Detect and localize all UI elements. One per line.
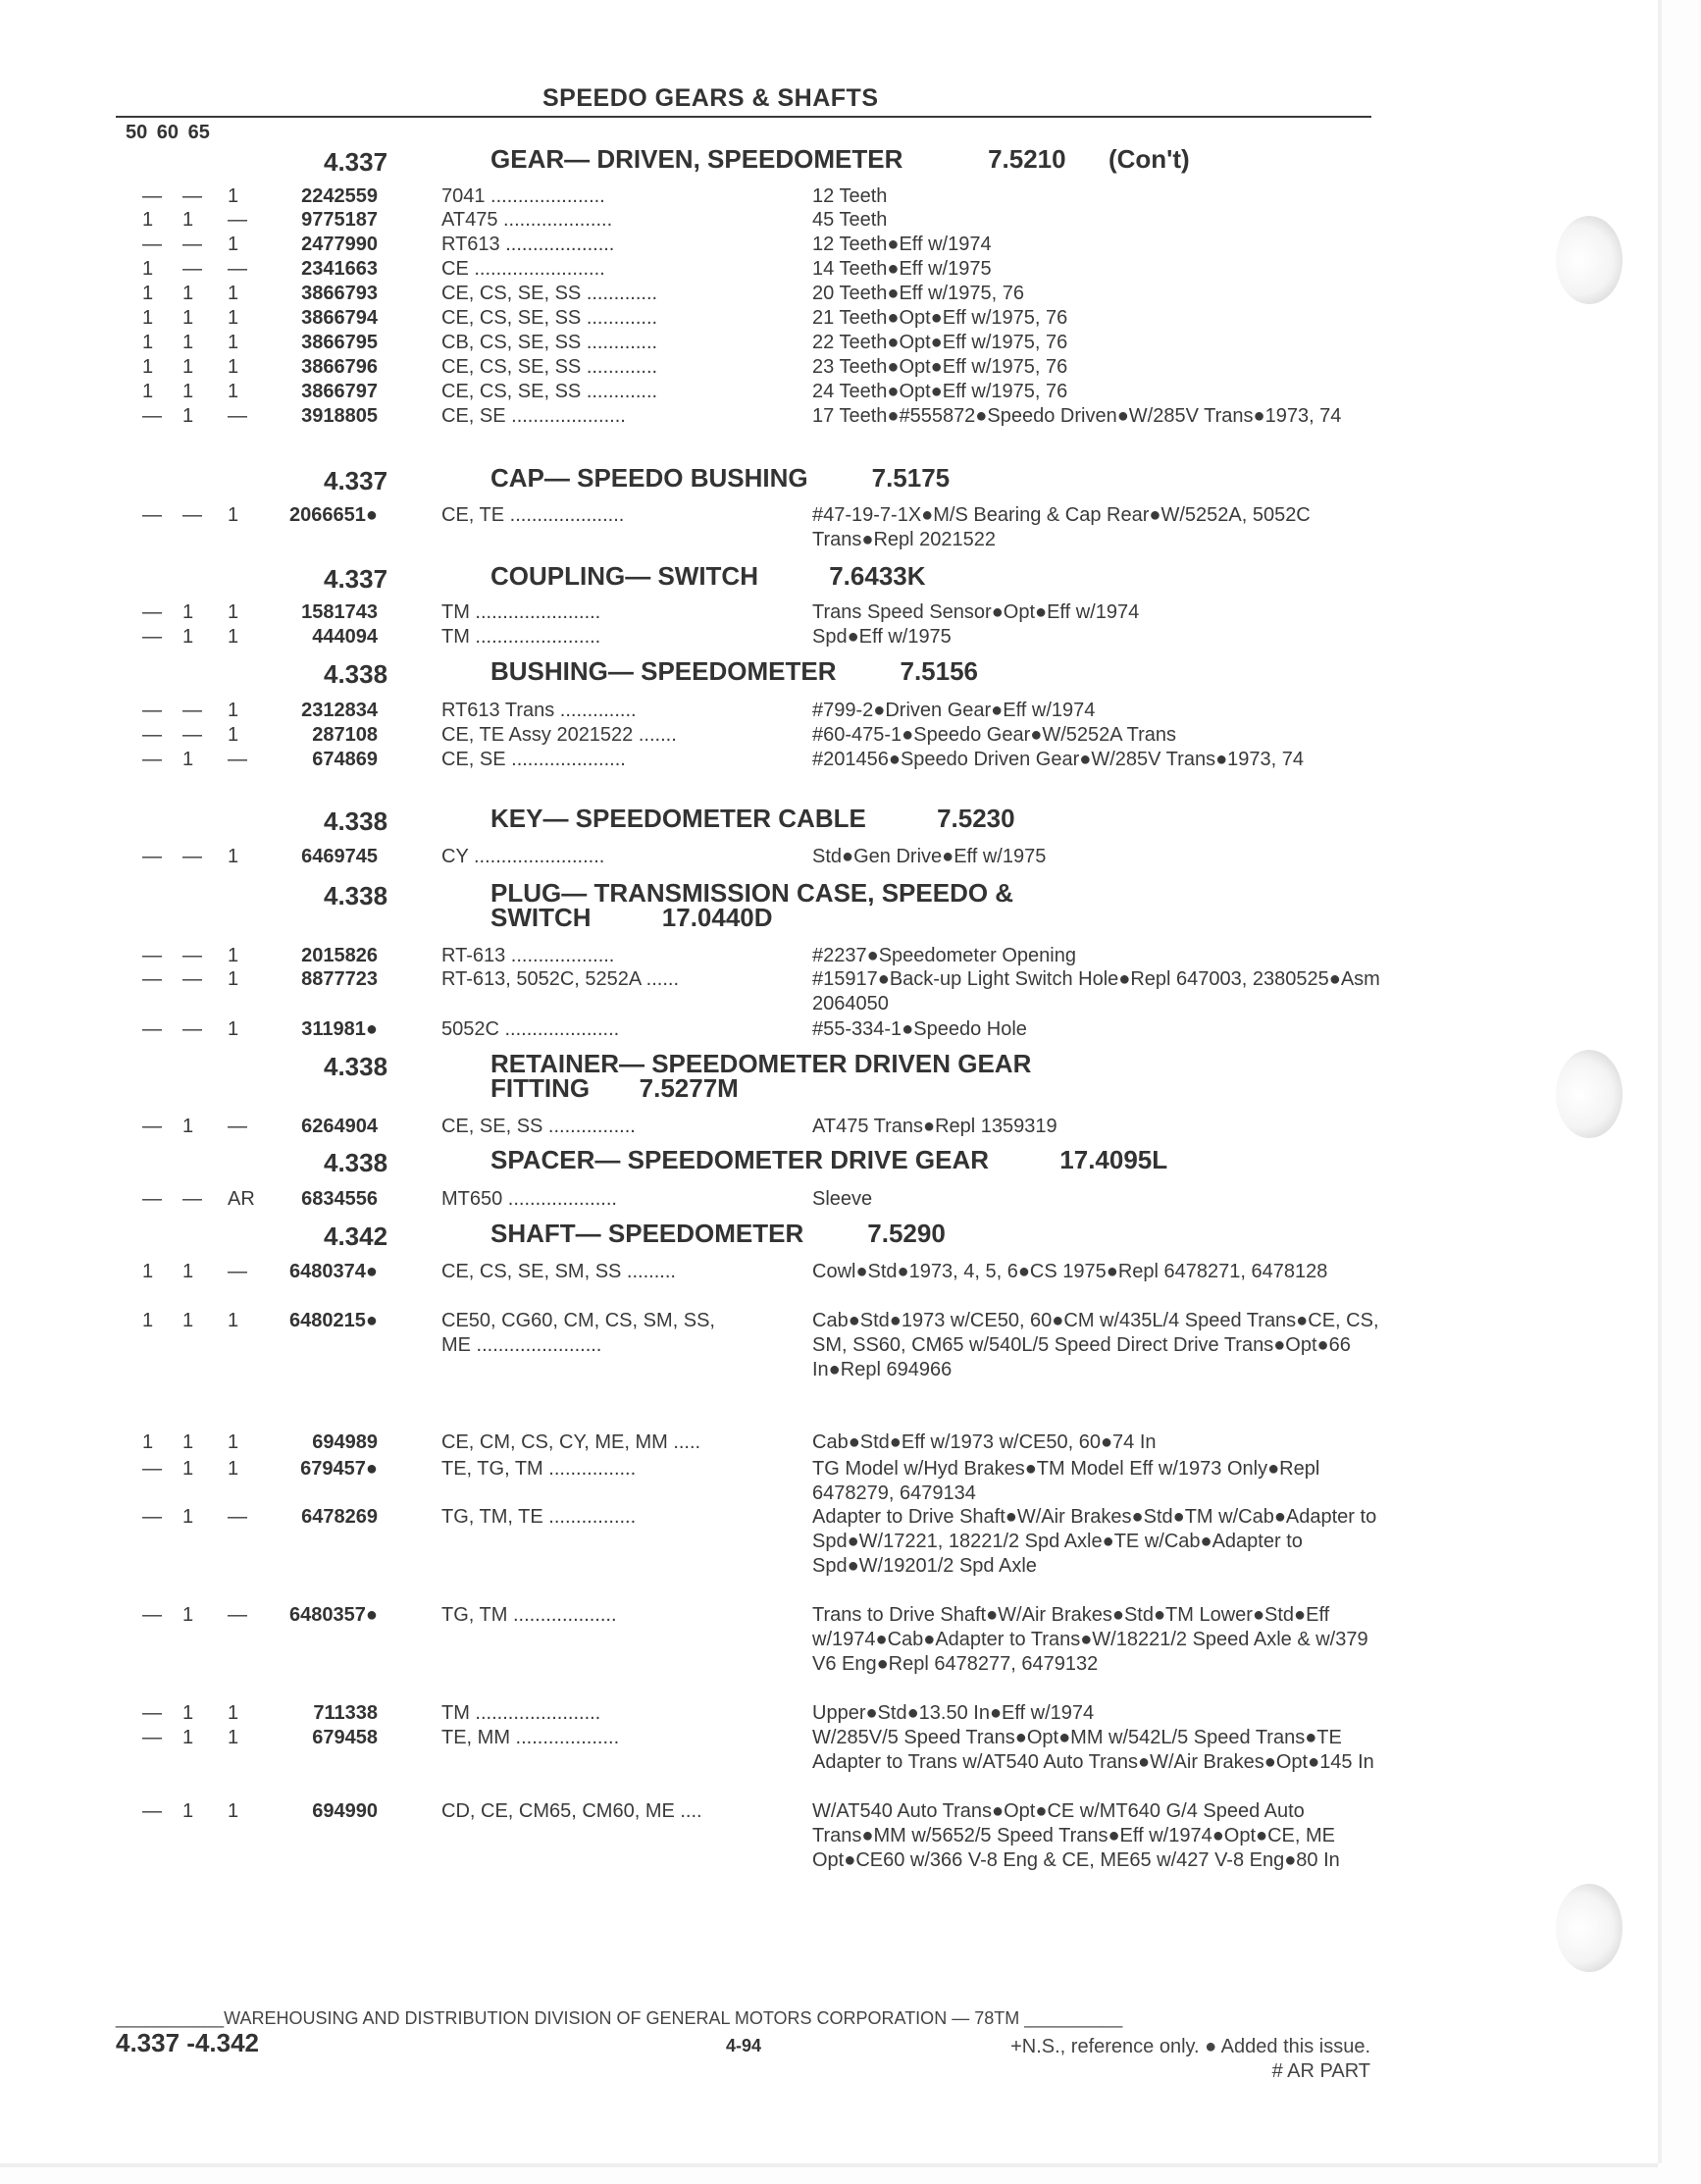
model-applicability: TG, TM, TE ................ xyxy=(441,1506,642,1528)
year-1960-qty: 1 xyxy=(182,283,194,304)
section-title: SHAFT— SPEEDOMETER 7.5290 xyxy=(490,1219,946,1248)
part-description: Cab●Std●1973 w/CE50, 60●CM w/435L/4 Speed Trans●CE, CS, SM, SS60, CM65 w/540L/5 Speed Direct Drive Trans●Opt●66 In●Repl 694966 xyxy=(812,1310,1379,1380)
year-1965-qty: — xyxy=(228,258,247,280)
part-description: 17 Teeth●#555872●Speedo Driven●W/285V Trans●1973, 74 xyxy=(812,405,1342,427)
year-1965-qty: 1 xyxy=(228,356,239,378)
year-1950-qty: 1 xyxy=(142,258,154,280)
part-description: 21 Teeth●Opt●Eff w/1975, 76 xyxy=(812,307,1068,329)
year-column-headers: 50 60 65 xyxy=(126,122,210,143)
part-description: 20 Teeth●Eff w/1975, 76 xyxy=(812,283,1024,304)
part-description: #60-475-1●Speedo Gear●W/5252A Trans xyxy=(812,724,1177,746)
year-1965-qty: 1 xyxy=(228,626,239,648)
year-1960-qty: — xyxy=(182,724,202,746)
part-number: 694990 xyxy=(312,1800,378,1822)
part-number: 287108 xyxy=(312,724,378,746)
year-1965-qty: 1 xyxy=(228,185,239,207)
model-applicability: CE, SE ..................... xyxy=(441,405,632,427)
part-number: 6834556 xyxy=(301,1188,378,1210)
year-1950-qty: — xyxy=(142,1800,162,1822)
part-number: 3918805 xyxy=(301,405,378,427)
year-1965-qty: — xyxy=(228,1506,247,1528)
section-title: KEY— SPEEDOMETER CABLE 7.5230 xyxy=(490,804,1015,833)
model-applicability: TM ....................... xyxy=(441,601,606,623)
year-1960-qty: 1 xyxy=(182,405,194,427)
part-number: 6478269 xyxy=(301,1506,378,1528)
model-applicability: RT613 .................... xyxy=(441,234,620,255)
year-1960-qty: 1 xyxy=(182,1506,194,1528)
year-1965-qty: 1 xyxy=(228,968,239,990)
section-number: 4.337 xyxy=(324,466,388,495)
year-1965-qty: 1 xyxy=(228,283,239,304)
part-number: 3866797 xyxy=(301,381,378,402)
part-number: 3866796 xyxy=(301,356,378,378)
year-1965-qty: 1 xyxy=(228,945,239,966)
section-title: SPACER— SPEEDOMETER DRIVE GEAR 17.4095L xyxy=(490,1145,1168,1174)
year-1960-qty: — xyxy=(182,968,202,990)
section-number: 4.338 xyxy=(324,659,388,689)
model-applicability: TM ....................... xyxy=(441,626,606,648)
part-description: 24 Teeth●Opt●Eff w/1975, 76 xyxy=(812,381,1068,402)
footer-section-range: 4.337 -4.342 xyxy=(116,2028,260,2057)
year-1950-qty: — xyxy=(142,1506,162,1528)
part-description: Trans to Drive Shaft●W/Air Brakes●Std●TM Lower●Std●Eff w/1974●Cab●Adapter to Trans●W/18221/2 Speed Axle & w/379 V6 Eng●Repl 6478277, 6479132 xyxy=(812,1604,1368,1675)
part-description: #15917●Back-up Light Switch Hole●Repl 647003, 2380525●Asm 2064050 xyxy=(812,968,1380,1014)
model-applicability: CE50, CG60, CM, CS, SM, SS, ME ....................... xyxy=(441,1310,715,1356)
year-1950-qty: — xyxy=(142,749,162,770)
part-description: TG Model w/Hyd Brakes●TM Model Eff w/1973 Only●Repl 6478279, 6479134 xyxy=(812,1458,1320,1504)
part-description: #55-334-1●Speedo Hole xyxy=(812,1018,1027,1040)
section-title: RETAINER— SPEEDOMETER DRIVEN GEAR FITTING 7.5277M xyxy=(490,1049,1032,1103)
model-applicability: CE, CS, SE, SS ............. xyxy=(441,307,663,329)
footer-legend-line: +N.S., reference only. ● Added this issue. xyxy=(1010,2036,1370,2057)
year-1965-qty: 1 xyxy=(228,504,239,526)
model-applicability: CY ........................ xyxy=(441,846,610,867)
model-applicability: TE, MM ................... xyxy=(441,1727,625,1748)
part-number: 2477990 xyxy=(301,234,378,255)
model-applicability: CE, TE ..................... xyxy=(441,504,630,526)
part-description: Spd●Eff w/1975 xyxy=(812,626,952,648)
year-1950-qty: — xyxy=(142,724,162,746)
year-1965-qty: 1 xyxy=(228,1018,239,1040)
year-1950-qty: — xyxy=(142,1727,162,1748)
part-number: 679457● xyxy=(300,1458,378,1480)
section-title: CAP— SPEEDO BUSHING 7.5175 xyxy=(490,463,951,493)
footer-legend-line: # AR PART xyxy=(1271,2060,1370,2082)
part-number: 444094 xyxy=(312,626,378,648)
year-1965-qty: — xyxy=(228,209,247,231)
footer-legend xyxy=(1010,2035,1370,2084)
section-title: PLUG— TRANSMISSION CASE, SPEEDO & SWITCH 17.0440D xyxy=(490,878,1014,932)
part-description: Trans Speed Sensor●Opt●Eff w/1974 xyxy=(812,601,1140,623)
year-1960-qty: 1 xyxy=(182,1261,194,1282)
year-1960-qty: 1 xyxy=(182,1458,194,1480)
year-1960-qty: 1 xyxy=(182,381,194,402)
year-1950-qty: — xyxy=(142,1458,162,1480)
year-1965-qty: 1 xyxy=(228,307,239,329)
year-1950-qty: 1 xyxy=(142,1261,154,1282)
year-1960-qty: — xyxy=(182,1188,202,1210)
model-applicability: MT650 .................... xyxy=(441,1188,623,1210)
page-title: SPEEDO GEARS & SHAFTS xyxy=(542,84,879,112)
year-1965-qty: AR xyxy=(228,1188,255,1210)
part-number: 2341663 xyxy=(301,258,378,280)
year-1965-qty: 1 xyxy=(228,381,239,402)
footer-page-number: 4-94 xyxy=(726,2036,762,2055)
year-1960-qty: 1 xyxy=(182,307,194,329)
year-1950-qty: — xyxy=(142,1188,162,1210)
part-number: 311981● xyxy=(301,1018,378,1040)
year-1960-qty: 1 xyxy=(182,1431,194,1453)
part-number: 694989 xyxy=(312,1431,378,1453)
part-number: 2312834 xyxy=(301,700,378,721)
year-1950-qty: — xyxy=(142,234,162,255)
part-description: AT475 Trans●Repl 1359319 xyxy=(812,1116,1057,1137)
part-description: Upper●Std●13.50 In●Eff w/1974 xyxy=(812,1702,1095,1724)
year-1950-qty: 1 xyxy=(142,381,154,402)
part-description: 22 Teeth●Opt●Eff w/1975, 76 xyxy=(812,332,1068,353)
part-description: Sleeve xyxy=(812,1188,873,1210)
year-1950-qty: 1 xyxy=(142,332,154,353)
part-description: #201456●Speedo Driven Gear●W/285V Trans●1973, 74 xyxy=(812,749,1304,770)
model-applicability: 5052C ..................... xyxy=(441,1018,625,1040)
year-1960-qty: 1 xyxy=(182,626,194,648)
footer-publisher-line: ___________WAREHOUSING AND DISTRIBUTION DIVISION OF GENERAL MOTORS CORPORATION — 78TM __________ xyxy=(116,2008,1123,2028)
section-number: 4.338 xyxy=(324,806,388,836)
year-1950-qty: 1 xyxy=(142,209,154,231)
model-applicability: TG, TM ................... xyxy=(441,1604,623,1626)
model-applicability: 7041 ..................... xyxy=(441,185,611,207)
year-1960-qty: — xyxy=(182,1018,202,1040)
section-number: 4.337 xyxy=(324,147,388,177)
year-1960-qty: 1 xyxy=(182,1727,194,1748)
year-1965-qty: 1 xyxy=(228,332,239,353)
year-1950-qty: — xyxy=(142,846,162,867)
model-applicability: TM ....................... xyxy=(441,1702,606,1724)
model-applicability: CD, CE, CM65, CM60, ME .... xyxy=(441,1800,708,1822)
part-number: 6480215● xyxy=(289,1310,378,1331)
part-number: 6480357● xyxy=(289,1604,378,1626)
year-1965-qty: 1 xyxy=(228,1800,239,1822)
year-1965-qty: 1 xyxy=(228,1458,239,1480)
part-description: 12 Teeth xyxy=(812,185,888,207)
model-applicability: CE, CM, CS, CY, ME, MM ..... xyxy=(441,1431,706,1453)
part-number: 8877723 xyxy=(301,968,378,990)
year-1950-qty: — xyxy=(142,601,162,623)
part-description: Adapter to Drive Shaft●W/Air Brakes●Std●TM w/Cab●Adapter to Spd●W/17221, 18221/2 Spd Axle●TE w/Cab●Adapter to Spd●W/19201/2 Spd Axle xyxy=(812,1506,1377,1577)
year-1965-qty: 1 xyxy=(228,1727,239,1748)
model-applicability: RT-613 ................... xyxy=(441,945,620,966)
year-1950-qty: — xyxy=(142,700,162,721)
year-1965-qty: 1 xyxy=(228,601,239,623)
year-1960-qty: 1 xyxy=(182,209,194,231)
year-1960-qty: — xyxy=(182,700,202,721)
year-1950-qty: — xyxy=(142,968,162,990)
section-title: COUPLING— SWITCH 7.6433K xyxy=(490,561,926,591)
year-1960-qty: — xyxy=(182,185,202,207)
year-1950-qty: 1 xyxy=(142,283,154,304)
year-1950-qty: — xyxy=(142,504,162,526)
part-description: 45 Teeth xyxy=(812,209,888,231)
year-1960-qty: — xyxy=(182,945,202,966)
year-1950-qty: 1 xyxy=(142,307,154,329)
year-1950-qty: — xyxy=(142,1018,162,1040)
part-number: 674869 xyxy=(312,749,378,770)
model-applicability: CE, CS, SE, SS ............. xyxy=(441,381,663,402)
year-1965-qty: — xyxy=(228,1604,247,1626)
part-number: 679458 xyxy=(312,1727,378,1748)
section-title: GEAR— DRIVEN, SPEEDOMETER 7.5210 (Con't) xyxy=(490,144,1190,174)
model-applicability: CB, CS, SE, SS ............. xyxy=(441,332,663,353)
year-1950-qty: — xyxy=(142,405,162,427)
part-description: Cab●Std●Eff w/1973 w/CE50, 60●74 In xyxy=(812,1431,1157,1453)
part-description: Cowl●Std●1973, 4, 5, 6●CS 1975●Repl 6478271, 6478128 xyxy=(812,1261,1328,1282)
section-title: BUSHING— SPEEDOMETER 7.5156 xyxy=(490,656,979,686)
year-1960-qty: 1 xyxy=(182,1310,194,1331)
year-1960-qty: — xyxy=(182,258,202,280)
part-description: Std●Gen Drive●Eff w/1975 xyxy=(812,846,1047,867)
year-1965-qty: 1 xyxy=(228,1431,239,1453)
year-1960-qty: 1 xyxy=(182,749,194,770)
year-1950-qty: — xyxy=(142,1116,162,1137)
model-applicability: AT475 .................... xyxy=(441,209,618,231)
year-1965-qty: — xyxy=(228,405,247,427)
model-applicability: CE, CS, SE, SM, SS ......... xyxy=(441,1261,682,1282)
model-applicability: RT613 Trans .............. xyxy=(441,700,643,721)
model-applicability: RT-613, 5052C, 5252A ...... xyxy=(441,968,685,990)
part-number: 6264904 xyxy=(301,1116,378,1137)
year-1965-qty: 1 xyxy=(228,234,239,255)
model-applicability: CE, SE, SS ................ xyxy=(441,1116,642,1137)
part-number: 9775187 xyxy=(301,209,378,231)
model-applicability: CE, TE Assy 2021522 ....... xyxy=(441,724,683,746)
part-number: 2066651● xyxy=(289,504,378,526)
year-1965-qty: — xyxy=(228,749,247,770)
part-number: 6469745 xyxy=(301,846,378,867)
model-applicability: TE, TG, TM ................ xyxy=(441,1458,642,1480)
year-1950-qty: 1 xyxy=(142,1310,154,1331)
year-1960-qty: 1 xyxy=(182,1604,194,1626)
year-1950-qty: 1 xyxy=(142,356,154,378)
part-number: 3866793 xyxy=(301,283,378,304)
part-description: 14 Teeth●Eff w/1975 xyxy=(812,258,992,280)
year-1960-qty: — xyxy=(182,504,202,526)
model-applicability: CE, CS, SE, SS ............. xyxy=(441,283,663,304)
year-1960-qty: 1 xyxy=(182,356,194,378)
section-number: 4.338 xyxy=(324,881,388,910)
year-1960-qty: 1 xyxy=(182,1800,194,1822)
year-1960-qty: 1 xyxy=(182,332,194,353)
section-number: 4.338 xyxy=(324,1148,388,1177)
year-1965-qty: — xyxy=(228,1261,247,1282)
part-description: #2237●Speedometer Opening xyxy=(812,945,1076,966)
year-1960-qty: — xyxy=(182,846,202,867)
part-description: W/285V/5 Speed Trans●Opt●MM w/542L/5 Speed Trans●TE Adapter to Trans w/AT540 Auto Trans●W/Air Brakes●Opt●145 In xyxy=(812,1727,1374,1773)
year-1965-qty: 1 xyxy=(228,724,239,746)
year-1950-qty: 1 xyxy=(142,1431,154,1453)
part-description: W/AT540 Auto Trans●Opt●CE w/MT640 G/4 Speed Auto Trans●MM w/5652/5 Speed Trans●Eff w/1974●Opt●CE, ME Opt●CE60 w/366 V-8 Eng & CE, ME65 w/427 V-8 Eng●80 In xyxy=(812,1800,1340,1871)
year-1960-qty: — xyxy=(182,234,202,255)
section-number: 4.338 xyxy=(324,1052,388,1081)
part-description: #47-19-7-1X●M/S Bearing & Cap Rear●W/5252A, 5052C Trans●Repl 2021522 xyxy=(812,504,1311,550)
part-description: 12 Teeth●Eff w/1974 xyxy=(812,234,992,255)
part-description: #799-2●Driven Gear●Eff w/1974 xyxy=(812,700,1096,721)
year-1960-qty: 1 xyxy=(182,1702,194,1724)
model-applicability: CE, CS, SE, SS ............. xyxy=(441,356,663,378)
year-1950-qty: — xyxy=(142,1604,162,1626)
part-number: 2242559 xyxy=(301,185,378,207)
year-1960-qty: 1 xyxy=(182,601,194,623)
model-applicability: CE, SE ..................... xyxy=(441,749,632,770)
part-number: 711338 xyxy=(313,1702,378,1724)
part-description: 23 Teeth●Opt●Eff w/1975, 76 xyxy=(812,356,1068,378)
year-1965-qty: 1 xyxy=(228,846,239,867)
year-1950-qty: — xyxy=(142,185,162,207)
section-number: 4.342 xyxy=(324,1222,388,1251)
part-number: 3866795 xyxy=(301,332,378,353)
year-1950-qty: — xyxy=(142,626,162,648)
year-1950-qty: — xyxy=(142,1702,162,1724)
year-1965-qty: 1 xyxy=(228,1702,239,1724)
part-number: 6480374● xyxy=(289,1261,378,1282)
year-1960-qty: 1 xyxy=(182,1116,194,1137)
section-number: 4.337 xyxy=(324,564,388,594)
year-1965-qty: — xyxy=(228,1116,247,1137)
model-applicability: CE ........................ xyxy=(441,258,611,280)
year-1950-qty: — xyxy=(142,945,162,966)
part-number: 2015826 xyxy=(301,945,378,966)
part-number: 1581743 xyxy=(301,601,378,623)
year-1965-qty: 1 xyxy=(228,700,239,721)
year-1965-qty: 1 xyxy=(228,1310,239,1331)
part-number: 3866794 xyxy=(301,307,378,329)
